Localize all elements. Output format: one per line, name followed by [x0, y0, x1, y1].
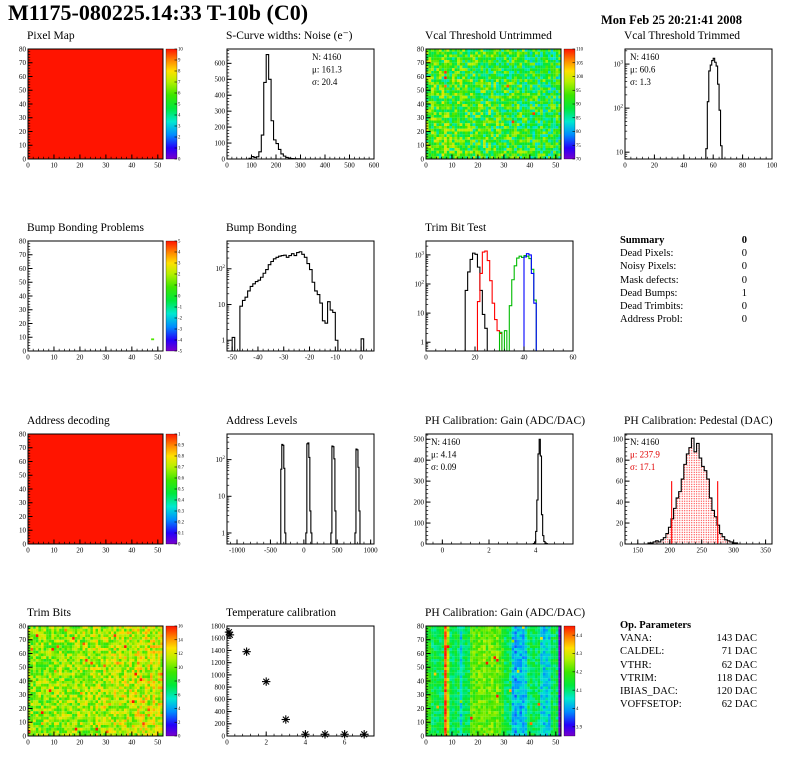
svg-text:0.9: 0.9 [178, 443, 184, 449]
svg-text:0: 0 [623, 161, 627, 170]
svg-text:0: 0 [440, 546, 445, 555]
svg-text:10: 10 [178, 47, 183, 53]
svg-text:60: 60 [709, 161, 717, 170]
svg-text:-40: -40 [253, 353, 263, 362]
svg-text:σ: 0.09: σ: 0.09 [431, 462, 457, 472]
svg-text:60: 60 [19, 264, 26, 273]
panel-bump-bonding [199, 222, 398, 415]
svg-text:100: 100 [246, 161, 257, 170]
svg-text:0: 0 [420, 540, 424, 549]
svg-text:80: 80 [417, 45, 424, 54]
panel-temperature-cal [199, 607, 398, 772]
svg-text:100: 100 [413, 519, 424, 528]
summary-row: Dead Trimbits: 0 [620, 301, 747, 313]
panel-trim-bit-test [398, 222, 597, 415]
svg-text:105: 105 [576, 61, 584, 67]
svg-text:102: $10^2$ [215, 456, 225, 465]
svg-text:30: 30 [500, 161, 508, 170]
svg-text:0: 0 [424, 353, 428, 362]
svg-text:40: 40 [417, 100, 424, 109]
svg-text:0: 0 [359, 353, 363, 362]
svg-text:500: 500 [413, 435, 424, 444]
svg-text:102: $10^2$ [613, 104, 623, 113]
panel-title: Temperature calibration [226, 607, 336, 619]
svg-text:50: 50 [552, 161, 560, 170]
panel-title: S-Curve widths: Noise (e⁻) [226, 30, 353, 42]
svg-text:30: 30 [19, 114, 26, 123]
panel-title: Bump Bonding Problems [27, 222, 144, 234]
svg-text:4: 4 [533, 546, 538, 555]
svg-text:20: 20 [76, 353, 84, 362]
panel-ph-gain-hist [398, 415, 597, 607]
svg-text:40: 40 [616, 498, 623, 507]
svg-text:0: 0 [22, 540, 26, 549]
panel-trim-bits [0, 607, 199, 772]
trim-bit-test-plot [398, 235, 594, 381]
svg-text:-4: -4 [178, 338, 182, 344]
svg-text:20: 20 [19, 512, 26, 521]
svg-text:30: 30 [417, 114, 424, 123]
svg-text:10: 10 [448, 161, 456, 170]
svg-text:60: 60 [417, 72, 424, 81]
panel-title: PH Calibration: Pedestal (DAC) [624, 415, 773, 427]
svg-text:0: 0 [22, 155, 26, 164]
op-parameter-row: VOFFSETOP: 62 DAC [620, 699, 757, 711]
svg-text:N: 4160: N: 4160 [630, 437, 660, 447]
svg-text:10: 10 [50, 546, 58, 555]
svg-text:60: 60 [616, 477, 623, 486]
svg-text:0.3: 0.3 [178, 509, 184, 515]
svg-text:0: 0 [22, 347, 26, 356]
svg-text:300: 300 [413, 477, 424, 486]
svg-text:80: 80 [616, 456, 623, 465]
op-parameter-row: VANA: 143 DAC [620, 633, 757, 645]
svg-text:100: 100 [612, 435, 623, 444]
svg-text:50: 50 [154, 353, 162, 362]
svg-text:20: 20 [474, 161, 482, 170]
svg-text:40: 40 [19, 100, 26, 109]
panel-ph-pedestal [597, 415, 796, 607]
svg-text:4: 4 [178, 250, 181, 256]
svg-text:70: 70 [19, 444, 26, 453]
svg-text:40: 40 [526, 161, 534, 170]
summary-row: Noisy Pixels: 0 [620, 261, 747, 273]
svg-text:30: 30 [19, 499, 26, 508]
svg-text:20: 20 [76, 161, 84, 170]
svg-text:N: 4160: N: 4160 [630, 52, 660, 62]
svg-text:40: 40 [128, 546, 136, 555]
svg-text:70: 70 [19, 251, 26, 260]
svg-text:3: 3 [178, 124, 181, 130]
svg-text:-3: -3 [178, 327, 182, 333]
svg-text:350: 350 [760, 546, 771, 555]
panel-bump-problems [0, 222, 199, 415]
svg-text:600: 600 [214, 59, 225, 68]
svg-text:70: 70 [19, 59, 26, 68]
svg-text:0: 0 [221, 155, 225, 164]
svg-text:10: 10 [417, 141, 424, 150]
svg-text:0.1: 0.1 [178, 531, 184, 537]
svg-text:102: $10^2$ [215, 265, 225, 274]
panel-vcal-trimmed [597, 30, 796, 222]
svg-text:5: 5 [178, 102, 181, 108]
svg-text:60: 60 [569, 353, 577, 362]
svg-text:250: 250 [696, 546, 707, 555]
svg-text:500: 500 [344, 161, 355, 170]
svg-text:110: 110 [576, 47, 584, 53]
svg-text:40: 40 [520, 353, 528, 362]
svg-text:10: 10 [417, 309, 424, 318]
svg-text:10: 10 [19, 141, 26, 150]
svg-text:200: 200 [664, 546, 675, 555]
svg-text:90: 90 [576, 102, 581, 108]
svg-text:0.8: 0.8 [178, 454, 184, 460]
svg-text:50: 50 [417, 86, 424, 95]
svg-text:1: 1 [178, 146, 181, 152]
svg-text:1: 1 [420, 338, 424, 347]
panel-vcal-untrimmed [398, 30, 597, 222]
panel-title: PH Calibration: Gain (ADC/DAC) [425, 415, 586, 427]
bump-bonding-plot [199, 235, 395, 381]
svg-text:-500: -500 [264, 546, 277, 555]
trim-bits-plot [0, 620, 196, 766]
svg-text:0: 0 [26, 546, 30, 555]
svg-text:10: 10 [50, 353, 58, 362]
svg-text:0: 0 [26, 353, 30, 362]
svg-text:85: 85 [576, 116, 581, 122]
svg-text:400: 400 [214, 91, 225, 100]
svg-text:20: 20 [76, 546, 84, 555]
svg-text:100: 100 [766, 161, 778, 170]
svg-text:40: 40 [19, 485, 26, 494]
summary-row: Dead Bumps: 1 [620, 287, 747, 299]
panel-title: Address Levels [226, 415, 298, 427]
op-parameter-row: IBIAS_DAC: 120 DAC [620, 686, 757, 698]
svg-text:10: 10 [218, 300, 225, 309]
svg-text:2: 2 [487, 546, 491, 555]
svg-text:3: 3 [178, 261, 181, 267]
svg-text:50: 50 [19, 278, 26, 287]
svg-text:100: 100 [214, 139, 225, 148]
svg-text:8: 8 [178, 69, 181, 75]
svg-text:80: 80 [19, 237, 26, 246]
svg-text:20: 20 [19, 319, 26, 328]
svg-text:-2: -2 [178, 316, 182, 322]
svg-text:5: 5 [178, 239, 181, 245]
svg-text:70: 70 [417, 59, 424, 68]
svg-text:0: 0 [420, 155, 424, 164]
svg-text:1000: 1000 [363, 546, 378, 555]
svg-text:80: 80 [19, 430, 26, 439]
panel-title: Vcal Threshold Untrimmed [425, 30, 552, 42]
svg-text:-30: -30 [279, 353, 289, 362]
svg-text:1: 1 [178, 283, 181, 289]
op-parameter-row: CALDEL: 71 DAC [620, 646, 757, 658]
summary-panel [597, 222, 796, 415]
bump-problems-plot [0, 235, 196, 381]
svg-text:20: 20 [417, 127, 424, 136]
svg-text:80: 80 [739, 161, 747, 170]
timestamp: Mon Feb 25 20:21:41 2008 [601, 13, 742, 27]
svg-text:200: 200 [214, 123, 225, 132]
summary-row: Dead Pixels: 0 [620, 248, 747, 260]
svg-text:20: 20 [471, 353, 479, 362]
svg-text:0.5: 0.5 [178, 487, 184, 493]
svg-text:0.4: 0.4 [178, 498, 184, 504]
svg-text:70: 70 [576, 157, 581, 163]
svg-text:1: 1 [221, 529, 225, 538]
ph-gain-hist-plot [398, 428, 594, 574]
panel-ph-gain-map [398, 607, 597, 772]
svg-text:30: 30 [102, 161, 110, 170]
address-decoding-plot [0, 428, 196, 574]
panel-title: Address decoding [27, 415, 110, 427]
svg-text:N: 4160: N: 4160 [312, 52, 342, 62]
summary-title: Summary [620, 235, 665, 246]
svg-text:1: 1 [178, 432, 181, 438]
svg-text:40: 40 [19, 292, 26, 301]
svg-text:30: 30 [19, 306, 26, 315]
scurve-noise-plot [199, 43, 395, 189]
summary-header [620, 234, 747, 247]
panel-title: Trim Bits [27, 607, 72, 619]
svg-text:103: $10^3$ [613, 60, 623, 69]
svg-text:σ: 1.3: σ: 1.3 [630, 77, 651, 87]
svg-text:500: 500 [214, 75, 225, 84]
svg-text:75: 75 [576, 143, 581, 149]
svg-text:300: 300 [295, 161, 306, 170]
svg-text:7: 7 [178, 80, 181, 86]
svg-text:95: 95 [576, 88, 581, 94]
svg-text:300: 300 [214, 107, 225, 116]
panel-title: Bump Bonding [226, 222, 297, 234]
svg-text:60: 60 [19, 72, 26, 81]
svg-text:40: 40 [680, 161, 688, 170]
summary-row: Address Probl: 0 [620, 314, 747, 326]
svg-text:0: 0 [178, 542, 181, 548]
svg-text:300: 300 [728, 546, 739, 555]
svg-text:50: 50 [19, 471, 26, 480]
svg-text:10: 10 [50, 161, 58, 170]
svg-text:-5: -5 [178, 349, 182, 355]
ph-gain-map-plot [398, 620, 594, 766]
svg-text:60: 60 [19, 457, 26, 466]
svg-text:50: 50 [154, 161, 162, 170]
panel-pixel-map [0, 30, 199, 222]
vcal-trimmed-plot [597, 43, 793, 189]
svg-text:40: 40 [128, 161, 136, 170]
pixel-map-plot [0, 43, 196, 189]
panel-title: Trim Bit Test [425, 222, 487, 234]
op-parameter-row: VTHR: 62 DAC [620, 659, 757, 671]
address-levels-plot [199, 428, 395, 574]
op-parameters-title: Op. Parameters [620, 620, 692, 631]
svg-text:μ: 60.6: μ: 60.6 [630, 64, 656, 75]
svg-text:80: 80 [576, 130, 581, 136]
svg-text:10: 10 [19, 526, 26, 535]
svg-text:0.2: 0.2 [178, 520, 184, 526]
panel-scurve-noise [199, 30, 398, 222]
svg-text:20: 20 [19, 127, 26, 136]
svg-text:σ: 20.4: σ: 20.4 [312, 77, 338, 87]
op-parameters-panel [597, 607, 796, 772]
op-parameters-header [620, 619, 757, 632]
svg-text:0.6: 0.6 [178, 476, 184, 482]
svg-text:10: 10 [218, 492, 225, 501]
svg-text:80: 80 [19, 45, 26, 54]
svg-text:50: 50 [154, 546, 162, 555]
page-title: M1175-080225.14:33 T-10b (C0) [8, 0, 309, 25]
panel-title: Vcal Threshold Trimmed [624, 30, 741, 42]
svg-text:40: 40 [128, 353, 136, 362]
panel-address-decoding [0, 415, 199, 607]
svg-text:1: 1 [221, 336, 225, 345]
svg-text:30: 30 [102, 546, 110, 555]
svg-text:0: 0 [619, 540, 623, 549]
svg-text:10: 10 [19, 333, 26, 342]
svg-text:10: 10 [616, 148, 623, 157]
svg-text:9: 9 [178, 58, 181, 64]
svg-text:103: $10^3$ [414, 251, 424, 260]
svg-text:2: 2 [178, 272, 181, 278]
svg-text:-1: -1 [178, 305, 182, 311]
svg-text:-1000: -1000 [228, 546, 246, 555]
svg-text:20: 20 [650, 161, 658, 170]
svg-text:600: 600 [368, 161, 380, 170]
svg-text:2: 2 [178, 135, 181, 141]
panel-address-levels [199, 415, 398, 607]
svg-text:0: 0 [225, 161, 229, 170]
svg-text:400: 400 [413, 456, 424, 465]
svg-text:-50: -50 [227, 353, 237, 362]
plot-grid [0, 30, 796, 772]
svg-text:σ: 17.1: σ: 17.1 [630, 462, 656, 472]
svg-text:0: 0 [178, 157, 181, 163]
svg-text:0: 0 [26, 161, 30, 170]
svg-text:500: 500 [332, 546, 343, 555]
svg-text:N: 4160: N: 4160 [431, 437, 461, 447]
ph-pedestal-plot [597, 428, 793, 574]
svg-text:0.7: 0.7 [178, 465, 184, 471]
svg-text:150: 150 [632, 546, 644, 555]
svg-text:100: 100 [576, 75, 584, 81]
svg-text:μ: 237.9: μ: 237.9 [630, 449, 660, 460]
svg-text:0: 0 [178, 294, 181, 300]
svg-text:4: 4 [178, 113, 181, 119]
svg-text:6: 6 [178, 91, 181, 97]
panel-title: Pixel Map [27, 30, 75, 42]
svg-text:400: 400 [319, 161, 331, 170]
svg-text:200: 200 [270, 161, 282, 170]
svg-text:-10: -10 [330, 353, 340, 362]
svg-text:102: $10^2$ [414, 280, 424, 289]
summary-row: Mask defects: 0 [620, 274, 747, 286]
op-parameter-row: VTRIM: 118 DAC [620, 672, 757, 684]
svg-text:-20: -20 [304, 353, 315, 362]
svg-text:50: 50 [19, 86, 26, 95]
svg-text:0: 0 [424, 161, 428, 170]
svg-text:0: 0 [302, 546, 306, 555]
svg-text:μ: 161.3: μ: 161.3 [312, 64, 342, 75]
vcal-untrimmed-plot [398, 43, 594, 189]
panel-title: PH Calibration: Gain (ADC/DAC) [425, 607, 586, 619]
svg-text:30: 30 [102, 353, 110, 362]
svg-text:200: 200 [413, 498, 424, 507]
svg-text:μ: 4.14: μ: 4.14 [431, 449, 457, 460]
summary-total: 0 [741, 235, 747, 246]
temperature-cal-plot [199, 620, 395, 766]
svg-text:20: 20 [616, 519, 623, 528]
